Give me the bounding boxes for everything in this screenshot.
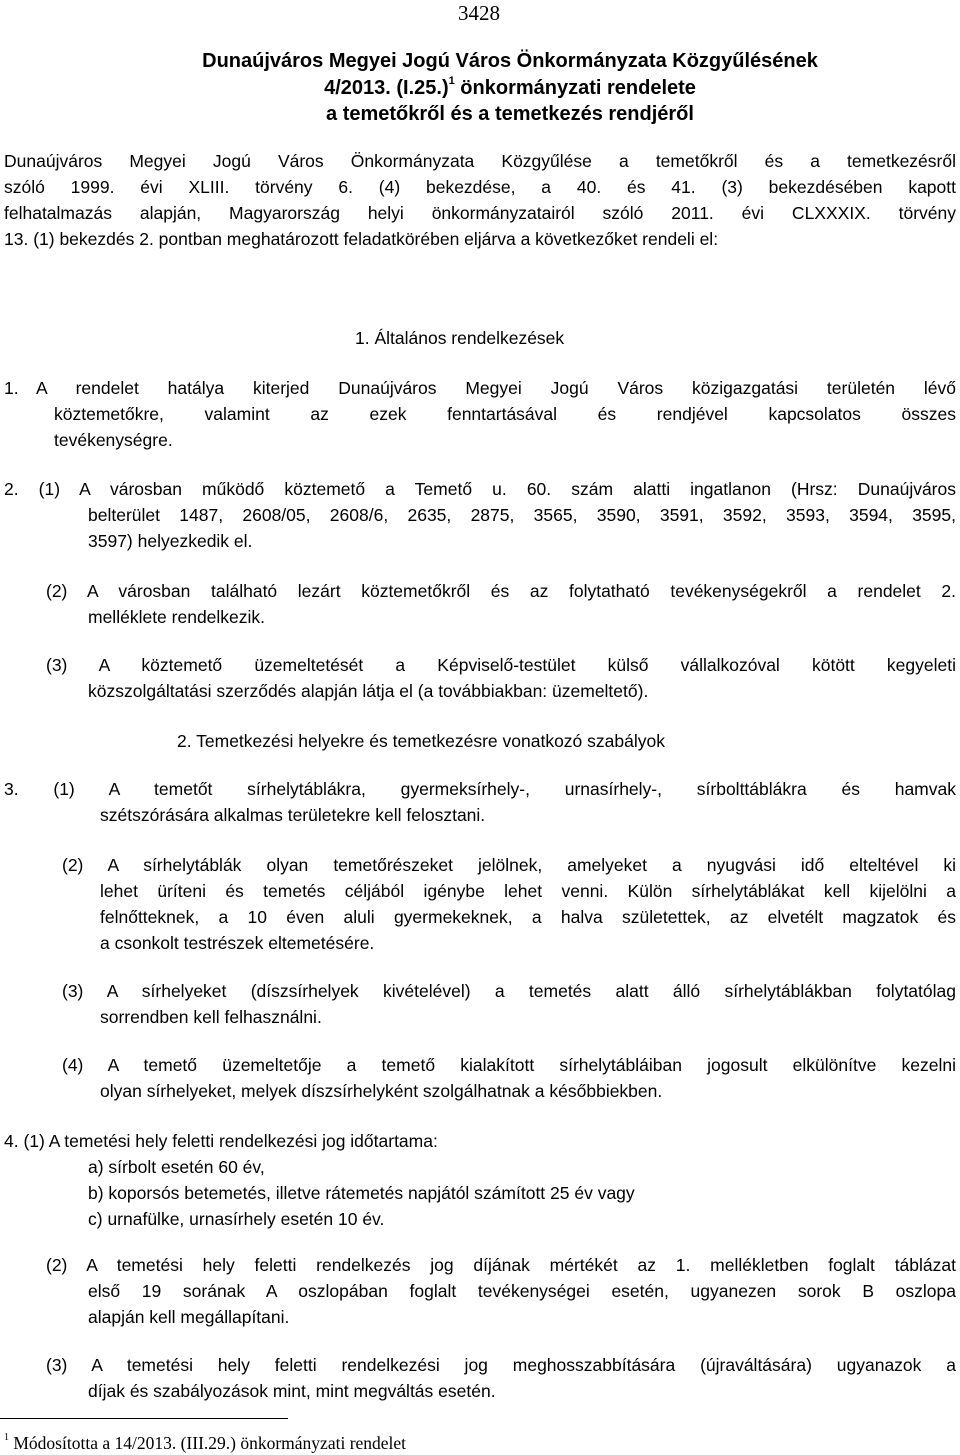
preamble-line: felhatalmazás alapján, Magyarország helyi önkormányzatairól szóló 2011. évi CLXXXIX. törvény [4, 203, 956, 223]
s3-p3-line: (3) A sírhelyeket (díszsírhelyek kivételével) a temetés alatt álló sírhelytáblákban folytatólag [62, 981, 956, 1001]
s3-p4-rest [100, 1078, 956, 1104]
s2-p3-rest [88, 678, 956, 704]
s2-p2-line: melléklete rendelkezik. [88, 607, 266, 627]
s4-list-item: a) sírbolt esetén 60 év, [88, 1157, 265, 1177]
s2-p1-line: 2. (1) A városban működő köztemető a Temető u. 60. szám alatti ingatlanon (Hrsz: Dunaújváros [4, 479, 956, 499]
s4-list-item: c) urnafülke, urnasírhely esetén 10 év. [88, 1209, 385, 1229]
s2-p1-first [4, 476, 956, 502]
s3-p3-first [62, 978, 956, 1004]
preamble-line: Dunaújváros Megyei Jogú Város Önkormányzata Közgyűlése a temetőkről és a temetkezésről [4, 151, 956, 171]
footnote [4, 1428, 406, 1455]
s3-p1-first [4, 776, 956, 802]
s1-line: tevékenységre. [54, 430, 173, 450]
s4-p2-line: első 19 sorának A oszlopában foglalt tevékenységei esetén, ugyanezen sorok B oszlopa [88, 1281, 956, 1301]
s3-p3-rest [100, 1004, 956, 1030]
section-heading-general: 1. Általános rendelkezések [355, 328, 565, 348]
s3-p1-line: 3. (1) A temetőt sírhelytáblákra, gyermeksírhely-, urnasírhely-, sírbolttáblákra és hamvak [4, 779, 956, 799]
s3-p1-rest [100, 802, 956, 828]
s2-p3-line: közszolgáltatási szerződés alapján látja el (a továbbiakban: üzemeltető). [88, 681, 649, 701]
s1-text [36, 375, 956, 401]
s3-p3-line: sorrendben kell felhasználni. [100, 1007, 322, 1027]
s2-p1-line: 3597) helyezkedik el. [88, 531, 253, 551]
s3-p2-line: (2) A sírhelytáblák olyan temetőrészeket jelölnek, amelyeket a nyugvási idő elteltével ki [62, 855, 956, 875]
title-rendelete: önkormányzati rendelete [454, 76, 696, 99]
s2-p3-line: (3) A köztemető üzemeltetését a Képviselő-testület külső vállalkozóval kötött kegyeleti [46, 655, 956, 675]
s2-p1-rest [88, 502, 956, 554]
s2-p3-first [46, 652, 956, 678]
s1-line: A rendelet hatálya kiterjed Dunaújváros Megyei Jogú Város közigazgatási területén lévő [36, 378, 956, 398]
footnote-marker[interactable]: 1 [448, 74, 455, 87]
s4-p3-rest [88, 1378, 956, 1404]
s3-p4-line: (4) A temető üzemeltetője a temető kialakított sírhelytábláiban jogosult elkülönítve kezelni [62, 1055, 956, 1075]
s4-p1-list [88, 1154, 635, 1232]
s3-p4-first [62, 1052, 956, 1078]
s4-list-item: b) koporsós betemetés, illetve rátemetés napjától számított 25 év vagy [88, 1183, 635, 1203]
title-line-3: a temetőkről és a temetkezés rendjéről [326, 103, 694, 125]
s4-p3-line: (3) A temetési hely feletti rendelkezési jog meghosszabbítására (újraváltására) ugyanazok a [46, 1355, 956, 1375]
s1-number: 1. [4, 378, 19, 398]
preamble-line: 13. (1) bekezdés 2. pontban meghatározott feladatkörében eljárva a következőket rendeli el: [4, 229, 719, 249]
title-reference: 4/2013. (I.25.) [324, 76, 449, 99]
s3-p1-line: szétszórására alkalmas területekre kell felosztani. [100, 805, 486, 825]
s4-p1-intro: 4. (1) A temetési hely feletti rendelkezési jog időtartama: [4, 1131, 438, 1151]
document-title [130, 48, 890, 128]
s4-p3-line: díjak és szabályozások mint, mint megváltás esetén. [88, 1381, 496, 1401]
s2-p1-line: belterület 1487, 2608/05, 2608/6, 2635, 2875, 3565, 3590, 3591, 3592, 3593, 3594, 3595, [88, 505, 956, 525]
s4-p2-line: (2) A temetési hely feletti rendelkezés jog díjának mértékét az 1. mellékletben foglalt táblázat [46, 1255, 956, 1275]
s4-p2-rest [88, 1278, 956, 1330]
s2-p2-rest [88, 604, 956, 630]
title-line-2 [130, 75, 890, 102]
s3-p2-line: felnőtteknek, a 10 éven aluli gyermekeknek, a halva születettek, az elvetélt magzatok és [100, 907, 956, 927]
s3-p4-line: olyan sírhelyeket, melyek díszsírhelyként szolgálhatnak a későbbiekben. [100, 1081, 663, 1101]
s3-p2-line: lehet üríteni és temetés céljából igénybe lehet venni. Külön sírhelytáblákat kell kijelölni a [100, 881, 956, 901]
s1-text-cont [54, 401, 956, 453]
s4-p2-line: alapján kell megállapítani. [88, 1307, 290, 1327]
s3-p2-first [62, 852, 956, 878]
title-line-1: Dunaújváros Megyei Jogú Város Önkormányzata Közgyűlésének [202, 50, 818, 72]
preamble-line: szóló 1999. évi XLIII. törvény 6. (4) bekezdése, a 40. és 41. (3) bekezdésében kapott [4, 177, 956, 197]
footnote-separator [0, 1418, 288, 1419]
s4-p2-first [46, 1252, 956, 1278]
footnote-text: Módosította a 14/2013. (III.29.) önkormányzati rendelet [9, 1432, 407, 1453]
section-heading-burial-places: 2. Temetkezési helyekre és temetkezésre vonatkozó szabályok [177, 731, 665, 751]
s2-p2-line: (2) A városban található lezárt köztemetőkről és az folytatható tevékenységekről a rendelet 2. [46, 581, 956, 601]
s3-p2-rest [100, 878, 956, 956]
s4-p3-first [46, 1352, 956, 1378]
s2-p2-first [46, 578, 956, 604]
s3-p2-line: a csonkolt testrészek eltemetésére. [100, 933, 375, 953]
preamble [4, 148, 956, 252]
page-number: 3428 [458, 1, 500, 25]
s1-line: köztemetőkre, valamint az ezek fenntartásával és rendjével kapcsolatos összes [54, 404, 956, 424]
footnote-number: 1 [4, 1432, 9, 1443]
